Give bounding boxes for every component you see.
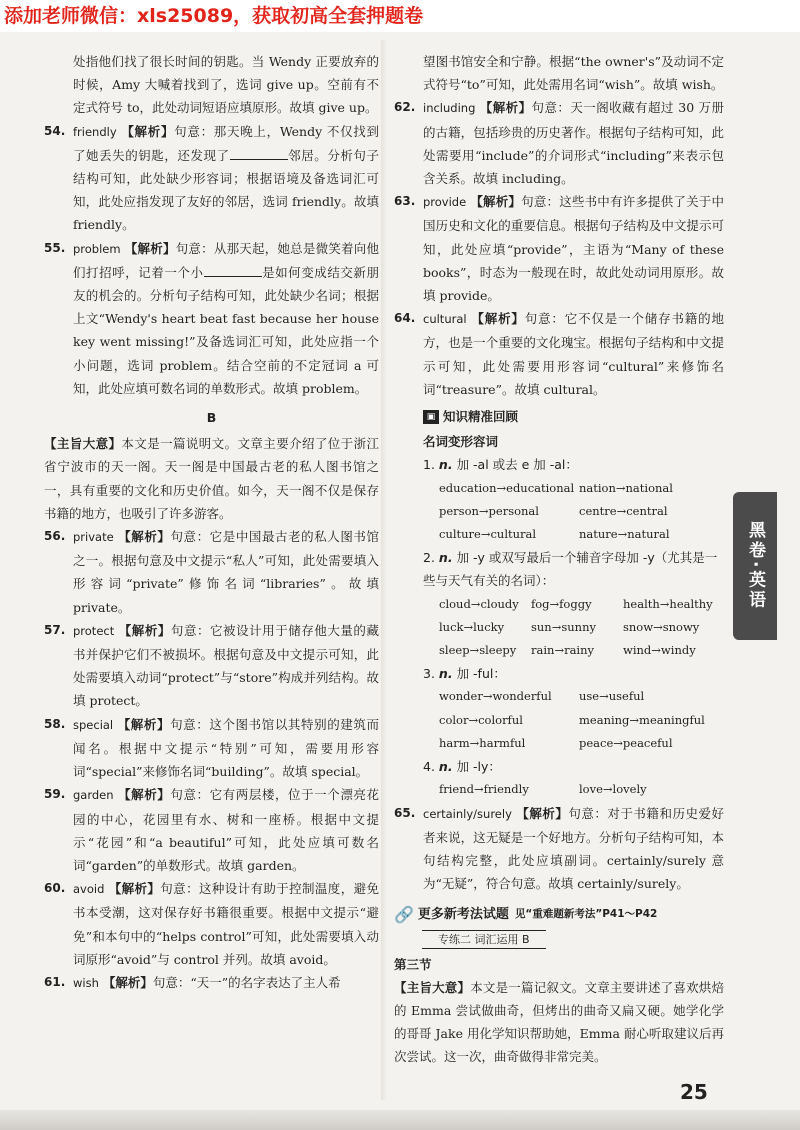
more-questions-banner (394, 903, 724, 926)
word-pair: color→colorful (439, 712, 523, 727)
analysis-text: 句意：它有两层楼，位于一个漂亮花园的中心，花园里有水、树和一座桥。根据中文提示“花园”和“a beautiful”可知，此处应填可数名词“garden”的单数形式。故填 garden。 (73, 787, 379, 873)
analysis-tag: 【解析】 (124, 240, 176, 256)
question-56 (44, 525, 379, 619)
question-65 (394, 802, 724, 896)
analysis-text: 句意：这个图书馆以其特别的建筑而闻名。根据中文提示“特别”可知，需要用形容词“special”来修饰名词“building”。故填 special。 (73, 716, 379, 780)
word-pair: fog→foggy (531, 596, 592, 611)
knowledge-review-label: 知识精准回顾 (443, 409, 519, 425)
more-questions-reference: 见“重难题新考法”P41～P42 (514, 908, 658, 921)
rule-text: 加 -ly： (456, 759, 501, 775)
question-number: 63. (394, 194, 416, 209)
question-number: 58. (44, 716, 66, 731)
question-57 (44, 619, 379, 713)
main-idea (394, 976, 724, 1069)
word-pair: cloud→cloudy (439, 596, 519, 611)
rule-1 (394, 453, 724, 476)
question-55 (44, 237, 379, 400)
answer-word: problem (73, 241, 121, 256)
analysis-text: 句意：“天一”的名字表达了主人希 (152, 974, 341, 990)
rule-text: 加 -y 或双写最后一个辅音字母加 -y（尤其是一些与天气有关的名词）： (423, 550, 718, 589)
analysis-text: 句意：这些书中有许多提供了关于中国历史和文化的重要信息。根据句子结构及中文提示可知，此处应填“provide”，主语为“Many of these books”，时态为一般现在时，故此处动词用原形。故填 provide。 (423, 194, 724, 304)
analysis-text: 句意：它是中国最古老的私人图书馆之一。根据句意及中文提示“私人”可知，此处需要填入形容词“private”修饰名词“libraries”。故填 private。 (73, 529, 379, 615)
answer-word: protect (73, 623, 115, 638)
analysis-text: 句意：这种设计有助于控制温度，避免书本受潮，这对保存好书籍很重要。根据中文提示“避免”和本句中的“helps control”可知，此处需要填入动词原形“avoid”与 control 并列。故填 avoid。 (73, 881, 379, 967)
word-pair: nation→national (579, 480, 673, 495)
analysis-tag: 【解析】 (470, 194, 522, 210)
analysis-tag: 【解析】 (516, 805, 569, 821)
book-spine-shadow (381, 40, 387, 1100)
analysis-text: 句意：它被设计用于储存他大量的藏书并保护它们不被损坏。根据句意及中文提示可知，此处需要填入动词“protect”与“store”构成并列结构。故填 protect。 (73, 622, 379, 709)
analysis-text: 句意：它不仅是一个储存书籍的地方，也是一个重要的文化瑰宝。根据句子结构和中文提示可知，此处需要用形容词“cultural”来修饰名词“treasure”。故填 cultural。 (423, 311, 724, 397)
word-pair: luck→lucky (439, 619, 505, 634)
promo-banner: 添加老师微信：xls25089，获取初高全套押题卷 (0, 0, 800, 32)
question-number: 54. (44, 123, 66, 138)
q61-continuation: 望图书馆安全和宁静。根据“the owner's”及动词不定式符号“to”可知，此处需用名词“wish”。故填 wish。 (423, 54, 724, 93)
word-pair: culture→cultural (439, 527, 537, 542)
analysis-tag: 【解析】 (108, 881, 161, 897)
answer-word: garden (73, 788, 114, 803)
main-idea-tag: 【主旨大意】 (394, 979, 471, 995)
link-icon: 🔗 (394, 905, 414, 925)
rule-number: 3. (423, 666, 435, 682)
question-number: 61. (44, 974, 66, 989)
main-idea-tag: 【主旨大意】 (44, 436, 122, 452)
left-column (44, 50, 379, 995)
question-number: 60. (44, 881, 66, 896)
rule-text: 加 -al 或去 e 加 -al： (456, 457, 578, 473)
rule-2 (394, 546, 724, 592)
blank-line (230, 147, 288, 160)
section-3-heading: 第三节 (394, 956, 432, 972)
section-b-heading: B (206, 410, 217, 426)
word-pair: meaning→meaningful (579, 712, 705, 727)
more-questions-title: 更多新考法试题 (417, 907, 509, 923)
analysis-tag: 【解析】 (118, 622, 171, 638)
rule-number: 1. (423, 457, 435, 473)
analysis-text: 邻居。分析句子结构可知，此处缺少形容词；根据语境及备选词汇可知，此处应指发现了友好的邻居，选词 friendly。故填 friendly。 (73, 147, 379, 233)
answer-word: special (73, 717, 114, 732)
analysis-tag: 【解析】 (102, 974, 153, 990)
q53-continuation: 处指他们找了很长时间的钥匙。当 Wendy 正要放弃的时候，Amy 大喊着找到了，选词 give up。空前有不定式符号 to，此处动词短语应填原形。故填 give up。 (73, 54, 379, 116)
word-pair: sleep→sleepy (439, 643, 517, 658)
question-61 (44, 971, 379, 995)
rule-pos: n. (438, 550, 453, 566)
word-pairs-4 (394, 778, 724, 801)
word-pair: sun→sunny (531, 619, 596, 634)
question-number: 57. (44, 622, 66, 637)
question-64 (394, 307, 724, 401)
question-number: 59. (44, 787, 66, 802)
rule-pos: n. (438, 666, 453, 682)
rule-pos: n. (438, 457, 453, 473)
word-pairs-1 (394, 477, 724, 547)
rule-number: 2. (423, 550, 435, 566)
word-pair: education→educational (439, 480, 575, 495)
book-icon: ▣ (423, 410, 439, 424)
rule-pos: n. (438, 759, 453, 775)
rule-4 (394, 755, 724, 778)
main-idea-text: 本文是一篇说明文。文章主要介绍了位于浙江省宁波市的天一阁。天一阁是中国最古老的私人图书馆之一，具有重要的文化和历史价值。如今，天一阁不仅是保存书籍的地方，也吸引了许多游客。 (44, 436, 379, 521)
question-number: 62. (394, 100, 416, 115)
knowledge-review-heading (423, 405, 724, 428)
word-pair: use→useful (579, 689, 645, 704)
knowledge-title: 名词变形容词 (423, 434, 499, 450)
word-pair: harm→harmful (439, 735, 526, 750)
question-number: 56. (44, 529, 66, 544)
analysis-tag: 【解析】 (471, 311, 525, 327)
question-63 (394, 190, 724, 307)
answer-word: including (423, 101, 476, 116)
main-idea (44, 432, 379, 525)
analysis-text: 句意：天一阁收藏有超过 30 万册的古籍，包括珍贵的历史著作。根据句子结构可知，此处需要用“include”的介词形式“including”来表示包含关系。故填 including。 (423, 100, 724, 187)
page-number: 25 (680, 1080, 708, 1104)
word-pair: rain→rainy (531, 643, 595, 658)
right-column (394, 50, 724, 1069)
analysis-tag: 【解析】 (479, 100, 532, 116)
word-pair: person→personal (439, 503, 539, 518)
rule-3 (394, 662, 724, 685)
main-idea-text: 本文是一篇记叙文。文章主要讲述了喜欢烘焙的 Emma 尝试做曲奇，但烤出的曲奇又扁又硬。她学化学的哥哥 Jake 用化学知识帮助她，Emma 耐心听取建议后再次尝试。这一次，曲奇做得非常完美。 (394, 979, 724, 1065)
analysis-text: 句意：那天晚上，Wendy 不仅找到了她丢失的钥匙，还发现了 (73, 123, 379, 163)
analysis-text: 是如何变成结交新朋友的机会的。分析句子结构可知，此处缺少名词；根据上文“Wendy's heart beat fast because her house key went missing!”及备选词汇可知，此处应指一个小问题，选词 problem。结合空前的不定冠词 a 可知，此处应填可数名词的单数形式。故填 problem。 (73, 264, 379, 396)
answer-word: cultural (423, 312, 467, 327)
word-pair: wonder→wonderful (439, 689, 552, 704)
word-pair: peace→peaceful (579, 735, 673, 750)
answer-word: provide (423, 195, 467, 210)
word-pairs-2 (394, 593, 724, 663)
word-pair: health→healthy (623, 596, 713, 611)
question-58 (44, 713, 379, 784)
analysis-tag: 【解析】 (118, 529, 171, 545)
word-pair: love→lovely (579, 782, 647, 797)
answer-word: wish (73, 975, 99, 990)
analysis-text: 句意：对于书籍和历史爱好者来说，这无疑是一个好地方。分析句子结构可知，本句结构完整，此处应填副词。certainly/surely 意为“无疑”，符合句意。故填 certainly/surely。 (423, 805, 724, 892)
word-pairs-3 (394, 685, 724, 755)
question-number: 65. (394, 805, 416, 820)
word-pair: nature→natural (579, 527, 670, 542)
rule-text: 加 -ful： (456, 666, 506, 682)
analysis-tag: 【解析】 (121, 123, 175, 139)
page-bottom-shadow (0, 1110, 800, 1130)
side-tab: 黑卷·英语 (733, 492, 777, 640)
word-pair: friend→friendly (439, 782, 529, 797)
drill-label: 专练二 词汇运用 B (422, 930, 546, 949)
answer-word: friendly (73, 124, 117, 139)
question-60 (44, 877, 379, 971)
answer-word: private (73, 530, 114, 545)
answer-word: avoid (73, 882, 105, 897)
answer-word: certainly/surely (423, 806, 512, 821)
word-pair: wind→windy (623, 643, 696, 658)
question-number: 64. (394, 311, 416, 326)
question-54 (44, 120, 379, 237)
question-59 (44, 783, 379, 877)
analysis-text: 句意：从那天起，她总是微笑着向他们打招呼，记着一个小 (73, 240, 379, 280)
word-pair: centre→central (579, 503, 668, 518)
question-62 (394, 96, 724, 190)
analysis-tag: 【解析】 (118, 787, 171, 803)
rule-number: 4. (423, 759, 435, 775)
word-pair: snow→snowy (623, 619, 700, 634)
analysis-tag: 【解析】 (117, 716, 171, 732)
question-number: 55. (44, 240, 66, 255)
blank-line (204, 264, 262, 277)
